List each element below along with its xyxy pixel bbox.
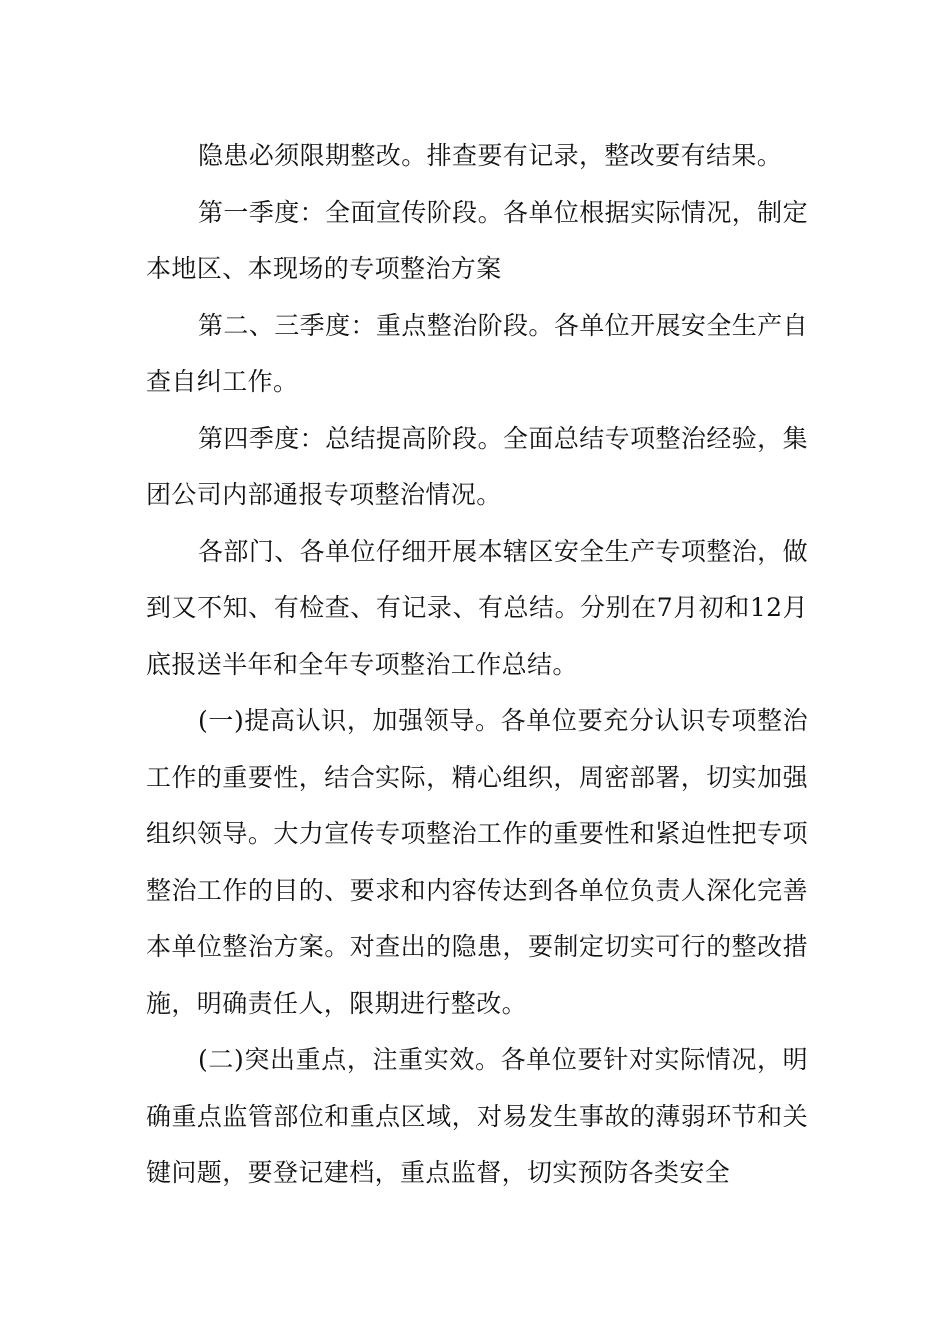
paragraph-section-one: (一)提高认识，加强领导。各单位要充分认识专项整治工作的重要性，结合实际，精心组织，周密部署，切实加强组织领导。大力宣传专项整治工作的重要性和紧迫性把专项整治工作的目的、要求和内容传达到各单位负责人深化完善本单位整治方案。对查出的隐患，要制定切实可行的整改措施，明确责任人，限期进行整改。	[146, 706, 808, 1018]
paragraph-first-quarter: 第一季度：全面宣传阶段。各单位根据实际情况，制定本地区、本现场的专项整治方案	[146, 197, 808, 283]
paragraph-second-third-quarter: 第二、三季度：重点整治阶段。各单位开展安全生产自查自纠工作。	[146, 310, 808, 396]
paragraph-section-two: (二)突出重点，注重实效。各单位要针对实际情况，明确重点监管部位和重点区域，对易发生事故的薄弱环节和关键问题，要登记建档，重点监督，切实预防各类安全	[146, 1045, 808, 1187]
paragraph-fourth-quarter: 第四季度：总结提高阶段。全面总结专项整治经验，集团公司内部通报专项整治情况。	[146, 423, 808, 509]
paragraph-rectification-requirement: 隐患必须限期整改。排查要有记录，整改要有结果。	[198, 141, 783, 170]
paragraph-departments-summary: 各部门、各单位仔细开展本辖区安全生产专项整治，做到又不知、有检查、有记录、有总结。分别在7月初和12月底报送半年和全年专项整治工作总结。	[146, 536, 808, 679]
document-body	[146, 128, 808, 1202]
